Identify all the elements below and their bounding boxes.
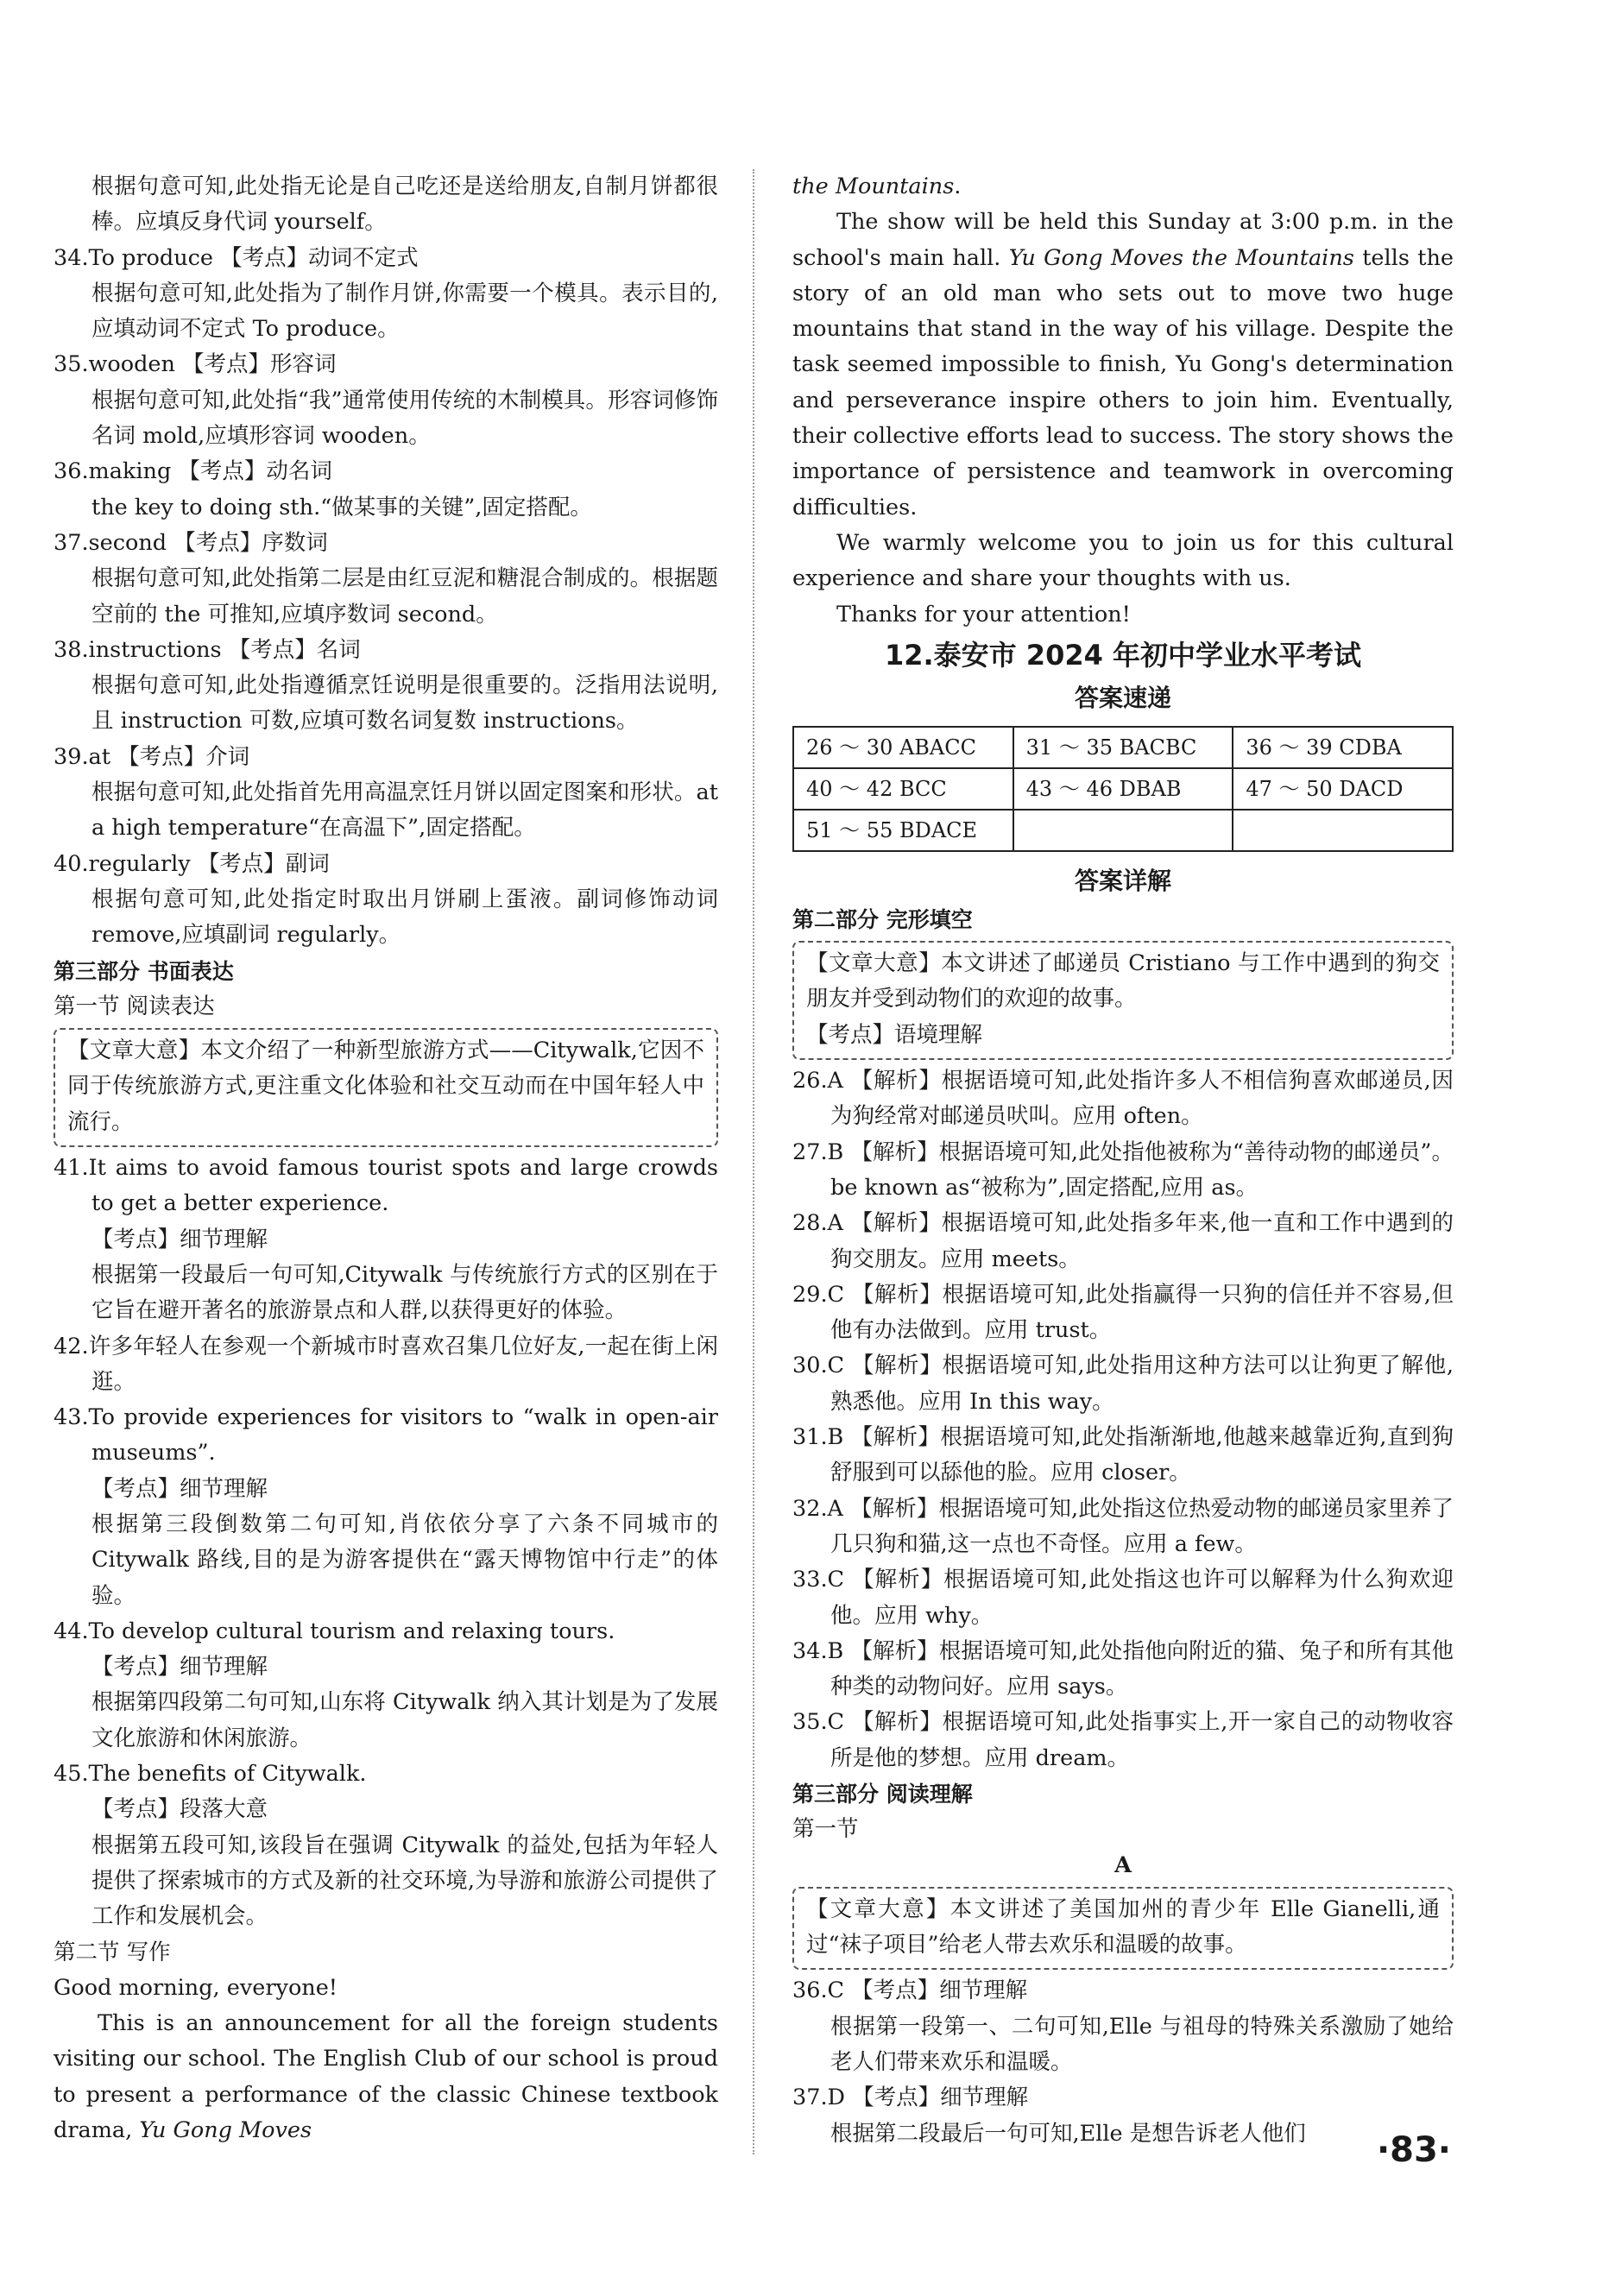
answer-row — [793, 810, 1453, 851]
summary-point: 【考点】语境理解 — [806, 1021, 983, 1048]
answer-item: 27.B 【解析】根据语境可知,此处指他被称为“善待动物的邮递员”。be known as“被称为”,固定搭配,应用 as。 — [792, 1139, 1454, 1201]
analysis-text: 根据第四段第二句可知,山东将 Citywalk 纳入其计划是为了发展文化旅游和休闲旅游。 — [91, 1689, 718, 1751]
left-column — [54, 169, 718, 2148]
greeting: Good morning, everyone! — [54, 1974, 338, 2001]
analysis-text: 根据句意可知,此处指第二层是由红豆泥和糖混合制成的。根据题空前的 the 可推知,应填序数词 second。 — [91, 565, 718, 628]
answer-item: 39.at 【考点】介词 — [54, 743, 250, 770]
cloze-answer-list — [792, 1063, 1454, 1776]
answer-item: 37.second 【考点】序数词 — [54, 529, 328, 556]
test-point: 【考点】段落大意 — [91, 1796, 268, 1823]
answer-item: 36.C 【考点】细节理解 — [792, 1977, 1028, 2004]
answer-cell — [1013, 810, 1233, 851]
answer-item: 35.C 【解析】根据语境可知,此处指事实上,开一家自己的动物收容所是他的梦想。应用 dream。 — [792, 1709, 1454, 1771]
answer-item: 34.B 【解析】根据语境可知,此处指他向附近的猫、兔子和所有其他种类的动物问好。应用 says。 — [792, 1637, 1454, 1700]
section-subtitle: 第二节 写作 — [54, 1939, 171, 1965]
analysis-text: 根据句意可知,此处指首先用高温烹饪月饼以固定图案和形状。at a high temperature“在高温下”,固定搭配。 — [91, 779, 718, 842]
analysis-text: 根据句意可知,此处指定时取出月饼刷上蛋液。副词修饰动词 remove,应填副词 regularly。 — [91, 886, 718, 949]
answer-row — [793, 768, 1453, 810]
right-column — [792, 169, 1454, 2152]
answer-item: 37.D 【考点】细节理解 — [792, 2085, 1029, 2111]
summary-box: 【文章大意】本文讲述了美国加州的青少年 Elle Gianelli,通过“袜子项目”给老人带去欢乐和温暖的故事。 — [792, 1887, 1454, 1971]
summary-box: 【文章大意】本文介绍了一种新型旅游方式——Citywalk,它因不同于传统旅游方式,更注重文化体验和社交互动而在中国年轻人中流行。 — [54, 1028, 718, 1147]
answer-item: 32.A 【解析】根据语境可知,此处指这位热爱动物的邮递员家里养了几只狗和猫,这一点也不奇怪。应用 a few。 — [792, 1495, 1454, 1557]
test-point: 【考点】细节理解 — [91, 1654, 268, 1681]
analysis-text: 根据句意可知,此处指为了制作月饼,你需要一个模具。表示目的,应填动词不定式 To produce。 — [91, 280, 718, 343]
analysis-text: 根据句意可知,此处指“我”通常使用传统的木制模具。形容词修饰名词 mold,应填形容词 wooden。 — [91, 387, 718, 450]
analysis-text: 根据第三段倒数第二句可知,肖依依分享了六条不同城市的 Citywalk 路线,目的是为游客提供在“露天博物馆中行走”的体验。 — [91, 1511, 718, 1609]
answer-item: 44.To develop cultural tourism and relaxing tours. — [54, 1618, 615, 1644]
essay-continued: the Mountains. — [792, 173, 962, 199]
analysis-text: 根据句意可知,此处指遵循烹饪说明是很重要的。泛指用法说明,且 instruction 可数,应填可数名词复数 instructions。 — [91, 672, 718, 735]
summary-text: 【文章大意】本文讲述了邮递员 Cristiano 与工作中遇到的狗交朋友并受到动物们的欢迎的故事。 — [806, 950, 1440, 1012]
essay-paragraph: The show will be held this Sunday at 3:00 p.m. in the school's main hall. Yu Gong Moves the Mountains tells the story of an old man who sets out to move two huge mountains that stand in the way of his village. Despite the task seemed impossible to finish, Yu Gong's determination and perseverance inspire others to join him. Eventually, their collective efforts lead to success. The story shows the importance of persistence and teamwork in overcoming difficulties. — [792, 209, 1454, 520]
answer-item: 34.To produce 【考点】动词不定式 — [54, 244, 419, 271]
exam-title: 12.泰安市 2024 年初中学业水平考试 — [884, 638, 1362, 672]
answer-item: 29.C 【解析】根据语境可知,此处指赢得一只狗的信任并不容易,但他有办法做到。应用 trust。 — [792, 1281, 1454, 1344]
answer-item: 40.regularly 【考点】副词 — [54, 850, 330, 877]
answer-item: 38.instructions 【考点】名词 — [54, 636, 361, 663]
answer-item: 28.A 【解析】根据语境可知,此处指多年来,他一直和工作中遇到的狗交朋友。应用 meets。 — [792, 1210, 1454, 1272]
section-title: 第三部分 阅读理解 — [792, 1781, 973, 1807]
answer-cell: 43 ～ 46 DBAB — [1013, 768, 1233, 810]
answer-cell: 47 ～ 50 DACD — [1233, 768, 1453, 810]
test-point: 【考点】细节理解 — [91, 1226, 268, 1252]
left-answer-list-1 — [54, 169, 718, 954]
answer-cell: 40 ～ 42 BCC — [793, 768, 1013, 810]
answer-item: 36.making 【考点】动名词 — [54, 458, 332, 485]
answer-cell: 26 ～ 30 ABACC — [793, 727, 1013, 768]
analysis-text: 根据句意可知,此处指无论是自己吃还是送给朋友,自制月饼都很棒。应填反身代词 yourself。 — [91, 173, 718, 236]
test-point: 【考点】细节理解 — [91, 1475, 268, 1502]
section-subtitle: 第一节 — [792, 1816, 859, 1843]
analysis-text: the key to doing sth.“做某事的关键”,固定搭配。 — [91, 494, 592, 520]
answer-cell — [1233, 810, 1453, 851]
answer-item: 45.The benefits of Citywalk. — [54, 1761, 367, 1788]
answer-item: 26.A 【解析】根据语境可知,此处指许多人不相信狗喜欢邮递员,因为狗经常对邮递员吠叫。应用 often。 — [792, 1068, 1454, 1130]
answer-item: 30.C 【解析】根据语境可知,此处指用这种方法可以让狗更了解他,熟悉他。应用 In this way。 — [792, 1353, 1454, 1415]
analysis-text: 根据第二段最后一句可知,Elle 是想告诉老人他们 — [830, 2120, 1306, 2147]
analysis-text: 根据第一段最后一句可知,Citywalk 与传统旅行方式的区别在于它旨在避开著名的旅游景点和人群,以获得更好的体验。 — [91, 1261, 718, 1324]
essay-paragraph: This is an announcement for all the foreign students visiting our school. The English Club of our school is proud to present a performance of the classic Chinese textbook drama, Yu Gong Moves — [54, 2010, 718, 2144]
left-answer-list-2 — [54, 1151, 718, 1935]
answer-row — [793, 727, 1453, 768]
answer-item: 31.B 【解析】根据语境可知,此处指渐渐地,他越来越靠近狗,直到狗舒服到可以舔他的脸。应用 closer。 — [792, 1424, 1454, 1486]
essay-closing: Thanks for your attention! — [836, 601, 1131, 628]
answer-item: 33.C 【解析】根据语境可知,此处指这也许可以解释为什么狗欢迎他。应用 why。 — [792, 1567, 1454, 1629]
answer-item: 42.许多年轻人在参观一个新城市时喜欢召集几位好友,一起在街上闲逛。 — [54, 1333, 718, 1395]
answer-item: 43.To provide experiences for visitors to “walk in open-air museums”. — [54, 1404, 718, 1467]
summary-box — [792, 941, 1454, 1060]
section-subtitle: 第一节 阅读表达 — [54, 993, 215, 1019]
answer-item: 35.wooden 【考点】形容词 — [54, 351, 337, 378]
passage-letter: A — [1114, 1851, 1132, 1878]
section-title: 第三部分 书面表达 — [54, 958, 234, 984]
column-divider — [753, 169, 754, 2154]
detail-title: 答案详解 — [1074, 866, 1171, 895]
answer-item: 41.It aims to avoid famous tourist spots and large crowds to get a better experience. — [54, 1155, 718, 1217]
reading-answer-list — [792, 1973, 1454, 2151]
analysis-text: 根据第五段可知,该段旨在强调 Citywalk 的益处,包括为年轻人提供了探索城市的方式及新的社交环境,为导游和旅游公司提供了工作和发展机会。 — [91, 1832, 718, 1930]
answer-cell: 36 ～ 39 CDBA — [1233, 727, 1453, 768]
answer-cell: 31 ～ 35 BACBC — [1013, 727, 1233, 768]
answer-cell: 51 ～ 55 BDACE — [793, 810, 1013, 851]
section-title: 第二部分 完形填空 — [792, 906, 973, 932]
page-number: ·83· — [1376, 2130, 1451, 2170]
analysis-text: 根据第一段第一、二句可知,Elle 与祖母的特殊关系激励了她给老人们带来欢乐和温暖。 — [830, 2013, 1454, 2076]
quick-answer-title: 答案速递 — [1074, 683, 1171, 712]
answer-table — [792, 726, 1454, 852]
essay-paragraph: We warmly welcome you to join us for this cultural experience and share your thoughts with us. — [792, 529, 1454, 592]
